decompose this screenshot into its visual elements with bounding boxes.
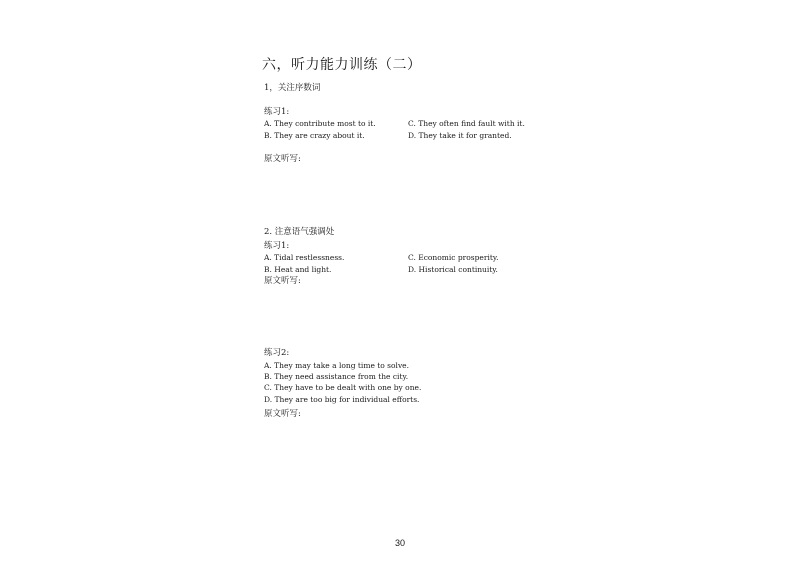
section-2-ex2-option-b: B. They need assistance from the city. [264,372,409,381]
section-2-ex1-option-b: B. Heat and light. [264,265,332,274]
section-1-option-d: D. They take it for granted. [408,131,512,140]
section-1-option-c: C. They often find fault with it. [408,119,525,128]
section-2-ex1-option-d: D. Historical continuity. [408,265,498,274]
section-2-ex2-option-d: D. They are too big for individual efforts. [264,395,420,404]
section-2-ex1-option-a: A. Tidal restlessness. [264,253,345,262]
section-2-exercise-2-label: 练习2: [264,348,290,358]
section-1-transcript-label: 原文听写: [264,154,301,164]
section-2-ex2-option-c: C. They have to be dealt with one by one. [264,383,422,392]
section-2-ex1-transcript-label: 原文听写: [264,276,301,286]
section-2-ex2-option-a: A. They may take a long time to solve. [264,361,410,370]
section-1-exercise-1-label: 练习1: [264,107,290,117]
section-1-heading: 1，关注序数词 [264,83,321,93]
section-1-option-b: B. They are crazy about it. [264,131,365,140]
section-1-option-a: A. They contribute most to it. [264,119,376,128]
section-2-exercise-1-label: 练习1: [264,241,290,251]
section-2-heading: 2. 注意语气强调处 [264,227,335,237]
page-number: 30 [395,538,406,548]
page-title: 六，听力能力训练（二） [262,57,422,73]
section-2-ex2-transcript-label: 原文听写: [264,409,301,419]
section-2-ex1-option-c: C. Economic prosperity. [408,253,499,262]
